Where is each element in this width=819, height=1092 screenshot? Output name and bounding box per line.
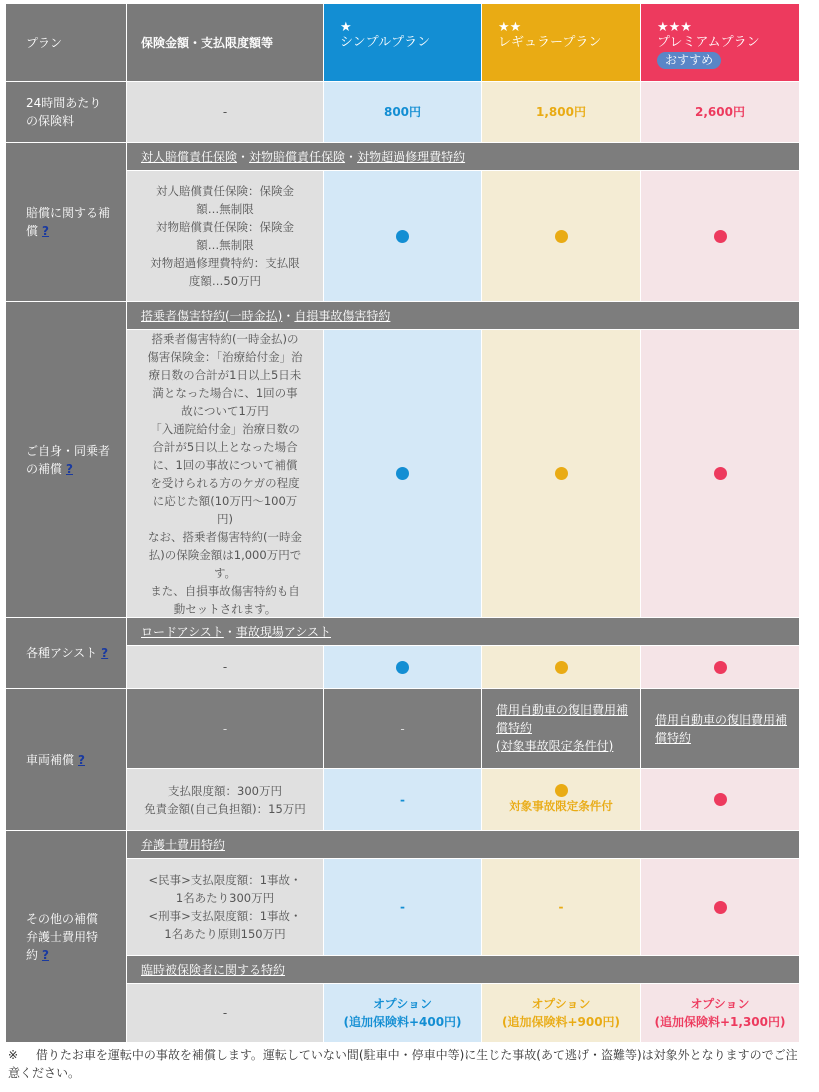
regular-vehicle-top	[482, 689, 640, 768]
included-dot-icon	[555, 661, 568, 674]
simple-vehicle-top	[324, 689, 481, 768]
regular-vehicle-bottom	[482, 769, 640, 830]
regular-lawyer-cell	[482, 859, 640, 955]
vehicle-label-text: 車両補償	[26, 752, 75, 767]
simple-stars: ★	[340, 20, 352, 35]
regular-vehicle-note: 対象事故限定条件付	[509, 799, 613, 813]
lawyer-sub-header	[127, 831, 799, 858]
simple-lawyer-cell	[324, 859, 481, 955]
included-dot-icon	[396, 230, 409, 243]
simple-liability-cell	[324, 171, 481, 301]
self-passenger-label-text: ご自身・同乗者の補償	[26, 443, 111, 476]
road-assist-link[interactable]: ロードアシスト	[141, 624, 224, 639]
premium-option-label: オプション	[690, 997, 750, 1011]
plan-header-text: プラン	[26, 35, 63, 50]
separator: ・	[345, 149, 358, 164]
other-label-text: その他の補償 弁護士費用特約	[26, 911, 99, 962]
price-coverage-value: -	[222, 105, 228, 119]
temp-coverage-cell	[127, 984, 323, 1042]
coverage-header	[127, 4, 323, 81]
assist-coverage-value: -	[222, 660, 228, 674]
vehicle-top-coverage-value: -	[222, 721, 228, 736]
self-passenger-detail-cell	[127, 330, 323, 617]
regular-self-cell	[482, 330, 640, 617]
included-dot-icon	[555, 230, 568, 243]
liability-link-excess-repair[interactable]: 対物超過修理費特約	[357, 149, 466, 164]
premium-option-price: (追加保険料+1,300円)	[654, 1015, 786, 1029]
lawyer-fee-link[interactable]: 弁護士費用特約	[141, 837, 226, 852]
regular-plan-name: レギュラープラン	[498, 35, 602, 50]
liability-row-label	[6, 143, 126, 301]
other-row-label	[6, 831, 126, 1042]
other-help-link[interactable]: ?	[42, 947, 49, 962]
premium-liability-cell	[641, 171, 799, 301]
vehicle-row-label	[6, 689, 126, 830]
premium-vehicle-bottom	[641, 769, 799, 830]
simple-vehicle-value: -	[400, 792, 405, 807]
premium-self-cell	[641, 330, 799, 617]
premium-vehicle-restoration-link[interactable]: 借用自動車の復旧費用補償特約	[655, 713, 788, 745]
plan-header-label	[6, 4, 126, 81]
simple-price: 800円	[383, 105, 422, 119]
footnote	[8, 1046, 808, 1082]
simple-option-price: (追加保険料+400円)	[343, 1015, 462, 1029]
simple-assist-cell	[324, 646, 481, 688]
temp-coverage-value: -	[222, 1006, 228, 1020]
premium-plan-header	[641, 4, 799, 81]
premium-price-cell	[641, 82, 799, 142]
regular-temp-cell	[482, 984, 640, 1042]
assist-help-link[interactable]: ?	[101, 646, 109, 660]
separator: ・	[237, 149, 250, 164]
self-passenger-help-link[interactable]: ?	[66, 461, 73, 476]
regular-assist-cell	[482, 646, 640, 688]
included-dot-icon	[714, 793, 727, 806]
temp-insured-sub-header	[127, 956, 799, 983]
regular-option-label: オプション	[531, 997, 591, 1011]
liability-sub-header	[127, 143, 799, 170]
footnote-text: 借りたお車を運転中の事故を補償します。運転していない間(駐車中・停車中等)に生じた事故(あて逃げ・盗難等)は対象外となりますのでご注意ください。	[8, 1048, 798, 1080]
regular-lawyer-value: -	[558, 900, 564, 914]
simple-price-cell	[324, 82, 481, 142]
included-dot-icon	[396, 661, 409, 674]
passenger-injury-link[interactable]: 搭乗者傷害特約(一時金払)	[141, 308, 283, 323]
vehicle-detail-text: 支払限度額：300万円 免責金額(自己負担額)：15万円	[144, 783, 306, 816]
self-accident-link[interactable]: 自損事故傷害特約	[294, 308, 391, 323]
simple-plan-name: シンプルプラン	[340, 35, 431, 50]
assist-sub-header	[127, 618, 799, 645]
assist-row-label	[6, 618, 126, 688]
liability-detail-cell	[127, 171, 323, 301]
premium-vehicle-top	[641, 689, 799, 768]
simple-vehicle-bottom	[324, 769, 481, 830]
premium-plan-name: プレミアムプラン	[657, 35, 760, 50]
included-dot-icon	[714, 467, 727, 480]
separator: ・	[282, 308, 295, 323]
vehicle-top-coverage	[127, 689, 323, 768]
price-coverage-cell	[127, 82, 323, 142]
premium-stars: ★★★	[657, 20, 692, 35]
lawyer-detail-text: <民事>支払限度額：1事故・1名あたり300万円 <刑事>支払限度額：1事故・1名あたり原則150万円	[148, 873, 302, 941]
price-row-text: 24時間あたりの保険料	[26, 96, 102, 128]
self-passenger-row-label	[6, 302, 126, 617]
price-row-label	[6, 82, 126, 142]
liability-label-text: 賠償に関する補償	[26, 206, 111, 238]
included-dot-icon	[555, 784, 568, 797]
regular-vehicle-condition: (対象事故限定条件付)	[496, 739, 614, 753]
regular-stars: ★★	[498, 20, 522, 35]
regular-vehicle-restoration-link[interactable]: 借用自動車の復旧費用補償特約	[496, 703, 629, 735]
premium-temp-cell	[641, 984, 799, 1042]
liability-help-link[interactable]: ?	[42, 224, 49, 238]
simple-vehicle-top-value: -	[400, 721, 405, 736]
regular-option-price: (追加保険料+900円)	[501, 1015, 621, 1029]
included-dot-icon	[714, 901, 727, 914]
premium-lawyer-cell	[641, 859, 799, 955]
lawyer-detail-cell	[127, 859, 323, 955]
premium-price: 2,600円	[695, 105, 745, 119]
simple-plan-header	[324, 4, 481, 81]
simple-option-label: オプション	[373, 997, 432, 1011]
simple-self-cell	[324, 330, 481, 617]
temp-insured-link[interactable]: 臨時被保険者に関する特約	[141, 962, 286, 977]
regular-price: 1,800円	[536, 105, 586, 119]
regular-price-cell	[482, 82, 640, 142]
included-dot-icon	[396, 467, 409, 480]
footnote-mark: ※	[8, 1048, 19, 1062]
liability-link-property[interactable]: 対物賠償責任保険	[249, 149, 346, 164]
included-dot-icon	[714, 230, 727, 243]
premium-assist-cell	[641, 646, 799, 688]
assist-label-text: 各種アシスト	[26, 646, 98, 660]
coverage-header-text: 保険金額・支払限度額等	[141, 35, 274, 50]
included-dot-icon	[555, 467, 568, 480]
simple-lawyer-value: -	[400, 900, 405, 914]
assist-coverage-cell	[127, 646, 323, 688]
self-passenger-sub-header	[127, 302, 799, 329]
regular-liability-cell	[482, 171, 640, 301]
simple-temp-cell	[324, 984, 481, 1042]
vehicle-help-link[interactable]: ?	[78, 752, 85, 767]
included-dot-icon	[714, 661, 727, 674]
accident-site-assist-link[interactable]: 事故現場アシスト	[235, 624, 331, 639]
recommended-badge: おすすめ	[657, 52, 721, 69]
vehicle-detail-cell	[127, 769, 323, 830]
regular-plan-header	[482, 4, 640, 81]
separator: ・	[223, 624, 236, 639]
self-passenger-detail-text: 搭乗者傷害特約(一時金払)の傷害保険金：「治療給付金」治療日数の合計が1日以上5日未満となった場合に、1回の事故について1万円 「入通院給付金」治療日数の合計が5日以上となった場合に、1回の事故について補償を受けられる方のケガの程度に応じた額(10万円～100万円) なお、搭乗者傷害特約(一時金払)の保険金額は1,000万円です。 また、自損事故傷害特約も自動セットされます。	[147, 331, 303, 616]
liability-link-bodily[interactable]: 対人賠償責任保険	[141, 149, 238, 164]
liability-detail-text: 対人賠償責任保険：保険金額…無制限 対物賠償責任保険：保険金額…無制限 対物超過修理費特約：支払限度額…50万円	[150, 184, 300, 288]
